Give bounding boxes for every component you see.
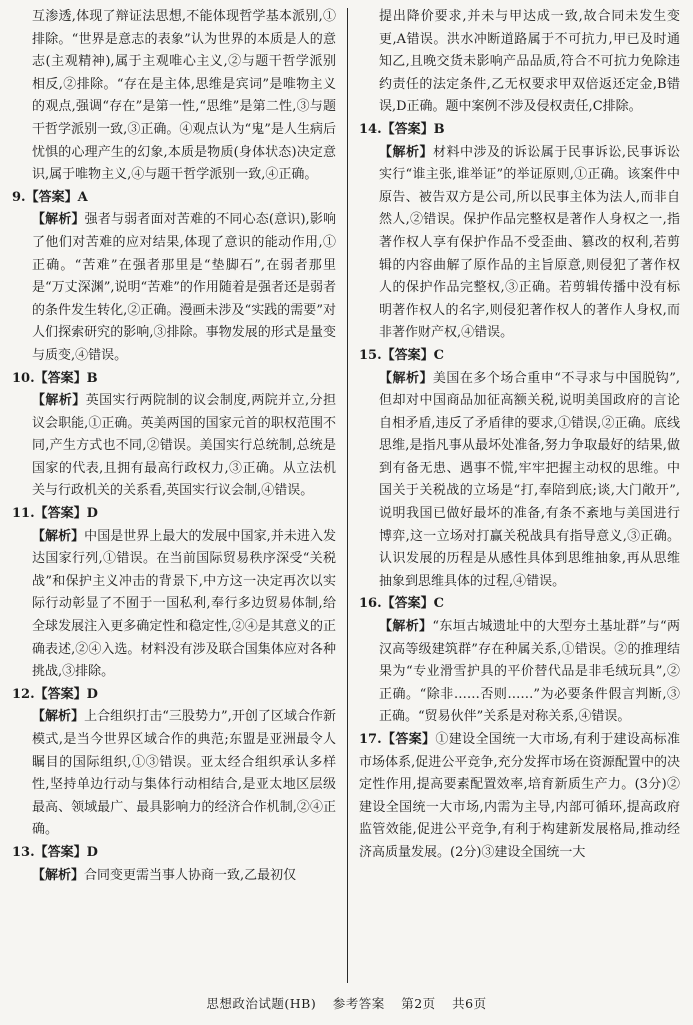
answer-letter: D: [86, 506, 98, 522]
answer-letter: A: [77, 189, 88, 205]
explanation-text: 英国实行两院制的议会制度,两院并立,分担议会职能,①正确。英美两国的国家元首的职权范围不同,产生方式也不同,②错误。美国实行总统制,总统是国家的代表,且拥有最高行政权力,③正确。从立法机关与行政机关的关系看,英国实行议会制,④错误。: [32, 393, 336, 499]
question-number: 9.: [12, 189, 26, 205]
answer-letter: D: [86, 844, 98, 860]
question-number: 11.: [12, 506, 35, 522]
question-number: 16.: [359, 596, 382, 612]
left-column: [12, 6, 336, 988]
answer-letter: C: [433, 596, 444, 612]
answer-item-11: [12, 503, 336, 684]
answer-letter: B: [86, 370, 98, 386]
answer-tag: 【答案】: [25, 189, 78, 205]
explanation-text: 强者与弱者面对苦难的不同心态(意识),影响了他们对苦难的应对结果,体现了意识的能动作用,①正确。“苦难”在强者那里是“垫脚石”,在弱者那里是“万丈深渊”,说明“苦难”的作用随着是强者还是弱者的条件发生转化,②正确。漫画未涉及“实践的需要”对人们探索研究的影响,③排除。事物发展的形式是量变与质变,④错误。: [32, 212, 336, 363]
explanation-text: 上合组织打击“三股势力”,开创了区域合作新模式,是当今世界区域合作的典范;东盟是亚洲最令人瞩目的国际组织,①③错误。亚太经合组织承认多样性,坚持单边行动与集体行动相结合,是亚太地区层级最高、领域最广、最具影响力的经济合作机制,②④正确。: [32, 709, 336, 838]
question-number: 12.: [12, 686, 35, 702]
explanation-tag: 【解析】: [32, 393, 86, 409]
explanation-tag: 【解析】: [379, 619, 433, 635]
explanation-tag: 【解析】: [379, 144, 433, 160]
question-number: 17.: [359, 732, 382, 747]
page-footer: [0, 994, 693, 1012]
footer-total-pages: 共6页: [452, 996, 487, 1011]
answer-item-9: [12, 187, 336, 368]
answer-text: ①建设全国统一大市场,有利于建设高标准市场体系,促进公平竞争,充分发挥市场在资源配置中的决定性作用,提高要素配置效率,培育新质生产力。(3分)②建设全国统一大市场,内需为主导,内部可循环,提高政府监管效能,促进公平竞争,有利于构建新发展格局,推动经济高质量发展。(2分)③建设全国统一大: [359, 732, 680, 860]
answer-item-13: [12, 842, 336, 887]
answer-item-10: [12, 368, 336, 504]
answer-tag: 【答案】: [34, 506, 87, 522]
answer-item-15: [359, 345, 680, 594]
answer-tag: 【答案】: [381, 121, 434, 137]
answer-letter: D: [86, 686, 98, 702]
explanation-text: 材料中涉及的诉讼属于民事诉讼,民事诉讼实行“谁主张,谁举证”的举证原则,①正确。该案件中原告、被告双方是公司,所以民事主体为法人,而非自然人,②错误。保护作品完整权是著作人身权之一,指著作权人享有保护作品不受歪曲、篡改的权利,若剪辑的内容曲解了原作品的主旨原意,则侵犯了著作权人的保护作品完整权,③正确。若剪辑传播中没有标明著作权人的名字,则侵犯著作权人的著作人身权,而非著作财产权,④错误。: [379, 144, 680, 341]
continued-explanation-8: 互渗透,体现了辩证法思想,不能体现哲学基本派别,①排除。“世界是意志的表象”认为世界的本质是人的意志(主观精神),属于主观唯心主义,②与题干哲学派别相反,②排除。“存在是主体,思维是宾词”是唯物主义的观点,强调“存在”是第一性,“思维”是第二性,③与题干哲学派别一致,③正确。④观点认为“鬼”是人生病后忧惧的心理产生的幻象,本质是物质(身体状态)决定意识,属于唯物主义,④与题干哲学派别一致,④正确。: [32, 9, 336, 183]
explanation-text: 中国是世界上最大的发展中国家,并未进入发达国家行列,①错误。在当前国际贸易秩序深受“关税战”和保护主义冲击的背景下,中方这一决定再次以实际行动彰显了不囿于一国私利,奉行多边贸易体制,给全球发展注入更多确定性和稳定性,②④是其意义的正确表述,②④入选。材料没有涉及联合国集体应对各种挑战,③排除。: [32, 528, 336, 680]
answer-tag: 【答案】: [381, 732, 436, 747]
right-column: [359, 6, 680, 988]
column-divider: [347, 8, 348, 983]
answer-item-17: [359, 729, 680, 865]
answer-item-14: [359, 119, 680, 345]
answer-tag: 【答案】: [34, 844, 87, 860]
explanation-tag: 【解析】: [32, 212, 85, 228]
explanation-tag: 【解析】: [379, 370, 433, 386]
explanation-tag: 【解析】: [32, 709, 85, 725]
explanation-text: 合同变更需当事人协商一致,乙最初仅: [84, 867, 297, 883]
answer-item-12: [12, 684, 336, 842]
question-number: 15.: [359, 347, 382, 363]
footer-page-number: 第2页: [401, 996, 436, 1011]
answer-tag: 【答案】: [381, 347, 434, 363]
explanation-text: 美国在多个场合重申“不寻求与中国脱钩”,但却对中国商品加征高额关税,说明美国政府的言论自相矛盾,违反了矛盾律的要求,①错误,②正确。底线思维,是指凡事从最坏处准备,努力争取最好的结果,做到有备无患、遇事不慌,牢牢把握主动权的思维。中国关于关税战的立场是“打,奉陪到底;谈,大门敞开”,说明我国已做好最坏的准备,有条不紊地与美国进行博弈,这一立场对打赢关税战具有指导意义,③正确。认识发展的历程是从感性具体到思维抽象,再从思维抽象到思维具体的过程,④错误。: [379, 370, 680, 589]
continued-explanation-13: 提出降价要求,并未与甲达成一致,故合同未发生变更,A错误。洪水冲断道路属于不可抗力,甲已及时通知乙,且晚交货未影响产品品质,符合不可抗力免除违约责任的法定条件,乙无权要求甲双倍返还定金,B错误,D正确。题中案例不涉及侵权责任,C排除。: [379, 9, 680, 115]
explanation-text: “东垣古城遗址中的大型夯土基址群”与“两汉高等级建筑群”存在种属关系,①错误。②的推理结果为“专业滑雪护具的平价替代品是非毛绒玩具”,②正确。“除非……否则……”为必要条件假言判断,③正确。“贸易伙伴”关系是对称关系,④错误。: [379, 619, 680, 725]
explanation-tag: 【解析】: [32, 867, 85, 883]
answer-letter: C: [433, 347, 444, 363]
answer-item-16: [359, 593, 680, 729]
footer-subject: 思想政治试题(HB): [206, 996, 317, 1011]
question-number: 13.: [12, 844, 35, 860]
answer-letter: B: [433, 121, 445, 137]
answer-tag: 【答案】: [34, 370, 87, 386]
footer-doc-type: 参考答案: [332, 996, 385, 1011]
answer-tag: 【答案】: [34, 686, 87, 702]
question-number: 10.: [12, 370, 35, 386]
answer-tag: 【答案】: [381, 596, 434, 612]
question-number: 14.: [359, 121, 382, 137]
explanation-tag: 【解析】: [32, 528, 85, 544]
